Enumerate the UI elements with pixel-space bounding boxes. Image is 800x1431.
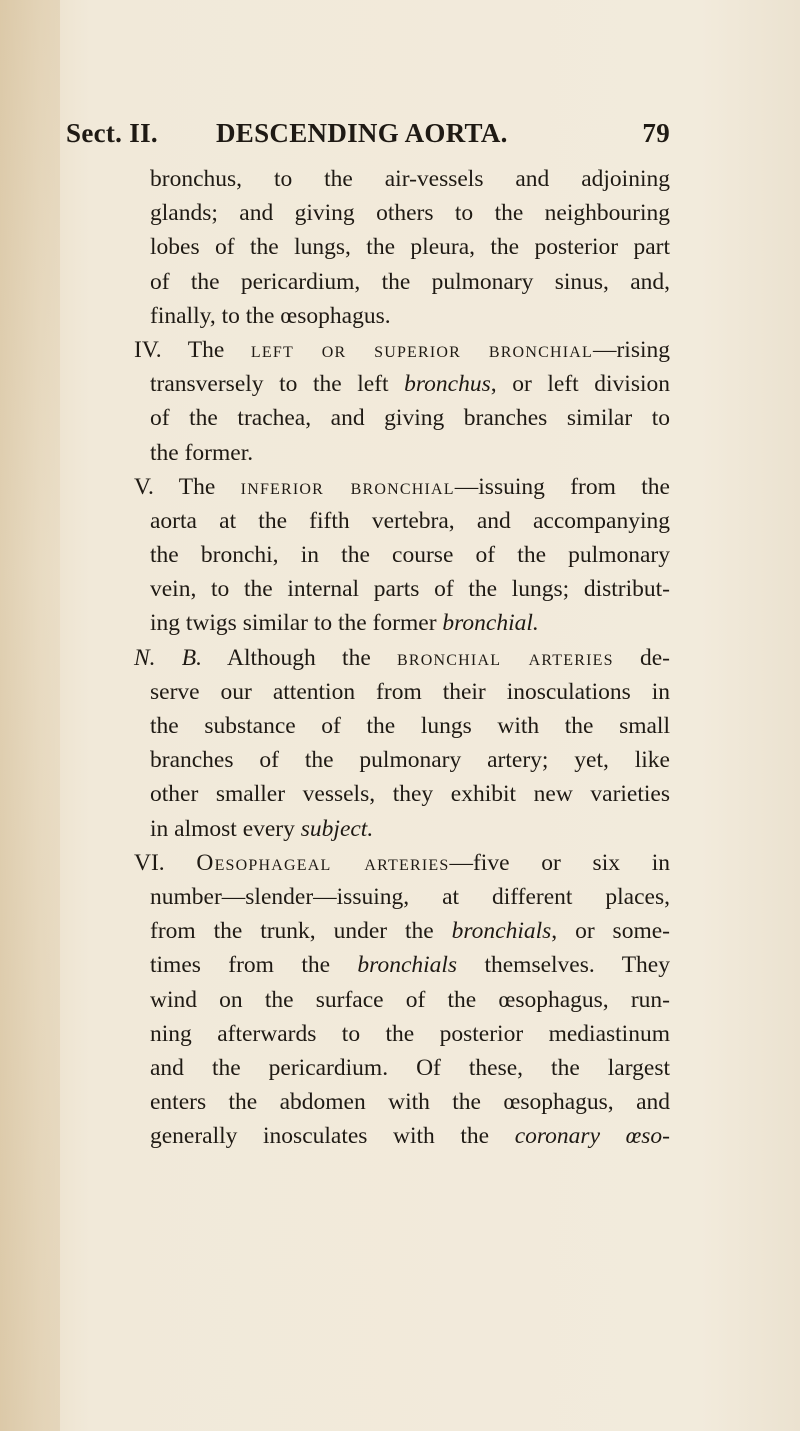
running-header (66, 118, 670, 158)
text-line (150, 367, 670, 401)
text-line (150, 504, 670, 538)
italic-text: coronary œso- (514, 1123, 670, 1150)
text-run: ning afterwards to the posterior mediastinum (150, 1020, 670, 1047)
text-line (150, 1085, 670, 1119)
text-run: de- (613, 644, 670, 671)
text-run: of the pericardium, the pulmonary sinus, and, (150, 268, 670, 295)
text-run: bronchus, to the air-vessels and adjoining (150, 166, 670, 192)
small-caps-text: inferior bronchial (240, 473, 455, 500)
text-run: vein, to the internal parts of the lungs; distribut- (150, 576, 670, 603)
text-run: —rising (592, 336, 670, 363)
text-line (150, 1017, 670, 1051)
text-line (150, 436, 670, 470)
text-line (150, 230, 670, 264)
text-run: glands; and giving others to the neighbouring (150, 200, 670, 227)
text-run: ing twigs similar to the former (150, 610, 443, 637)
text-line (150, 1119, 670, 1153)
page-number: 79 (642, 118, 670, 148)
text-line (150, 265, 670, 299)
text-run: finally, to the œsophagus. (150, 302, 391, 329)
text-run: , or some- (551, 918, 670, 945)
text-run: other smaller vessels, they exhibit new varieties (150, 781, 670, 808)
text-run: Although the (202, 644, 398, 671)
text-run: , or left division (490, 371, 670, 398)
text-run: and the pericardium. Of these, the largest (150, 1054, 670, 1081)
text-run: themselves. They (457, 952, 670, 979)
italic-text: N. B. (134, 644, 203, 671)
small-caps-text: Oesophageal arteries (196, 849, 450, 876)
text-line (150, 162, 670, 196)
text-run: —five or six in (449, 849, 670, 876)
body-text (134, 162, 670, 1153)
text-run: V. The (134, 473, 241, 500)
text-line (150, 675, 670, 709)
text-line (150, 880, 670, 914)
text-line (150, 914, 670, 948)
text-run: transversely to the left (150, 371, 405, 398)
text-line (150, 743, 670, 777)
text-line (134, 641, 670, 675)
page-edge-stain (0, 0, 60, 1431)
text-line (150, 1051, 670, 1085)
text-run: the former. (150, 439, 254, 466)
text-line (150, 572, 670, 606)
text-run: branches of the pulmonary artery; yet, like (150, 747, 670, 774)
italic-text: bronchials (357, 952, 458, 979)
text-run: times from the (150, 952, 358, 979)
italic-text: subject. (300, 815, 374, 842)
text-line (134, 846, 670, 880)
text-line (150, 538, 670, 572)
text-line (150, 401, 670, 435)
italic-text: bronchus (404, 371, 491, 398)
text-run: VI. (134, 849, 197, 876)
text-line (150, 812, 670, 846)
text-run: lobes of the lungs, the pleura, the posterior part (150, 234, 670, 261)
text-line (150, 606, 670, 640)
italic-text: bronchial. (442, 610, 539, 637)
text-run: wind on the surface of the œsophagus, run- (150, 986, 670, 1013)
text-run: the substance of the lungs with the small (150, 713, 670, 739)
text-line (150, 299, 670, 333)
text-run: generally inosculates with the (150, 1123, 515, 1150)
text-line (150, 777, 670, 811)
text-run: enters the abdomen with the œsophagus, and (150, 1089, 670, 1116)
italic-text: bronchials (451, 918, 552, 945)
text-run: the bronchi, in the course of the pulmonary (150, 542, 670, 569)
text-run: aorta at the fifth vertebra, and accompanying (150, 507, 670, 534)
small-caps-text: bronchial arteries (397, 644, 614, 671)
text-line (134, 470, 670, 504)
text-run: in almost every (150, 815, 301, 842)
text-run: from the trunk, under the (150, 918, 452, 945)
small-caps-text: left or superior bronchial (250, 336, 593, 363)
text-run: —issuing from the (454, 473, 670, 500)
chapter-title: DESCENDING AORTA. (216, 118, 508, 148)
text-run: number—slender—issuing, at different places, (150, 883, 670, 910)
text-run: IV. The (134, 336, 251, 363)
text-line (150, 948, 670, 982)
text-line (150, 709, 670, 743)
text-run: serve our attention from their inosculations in (150, 678, 670, 705)
text-line (150, 983, 670, 1017)
text-line (134, 333, 670, 367)
text-line (150, 196, 670, 230)
section-label: Sect. II. (66, 118, 158, 148)
text-run: of the trachea, and giving branches similar to (150, 405, 670, 432)
